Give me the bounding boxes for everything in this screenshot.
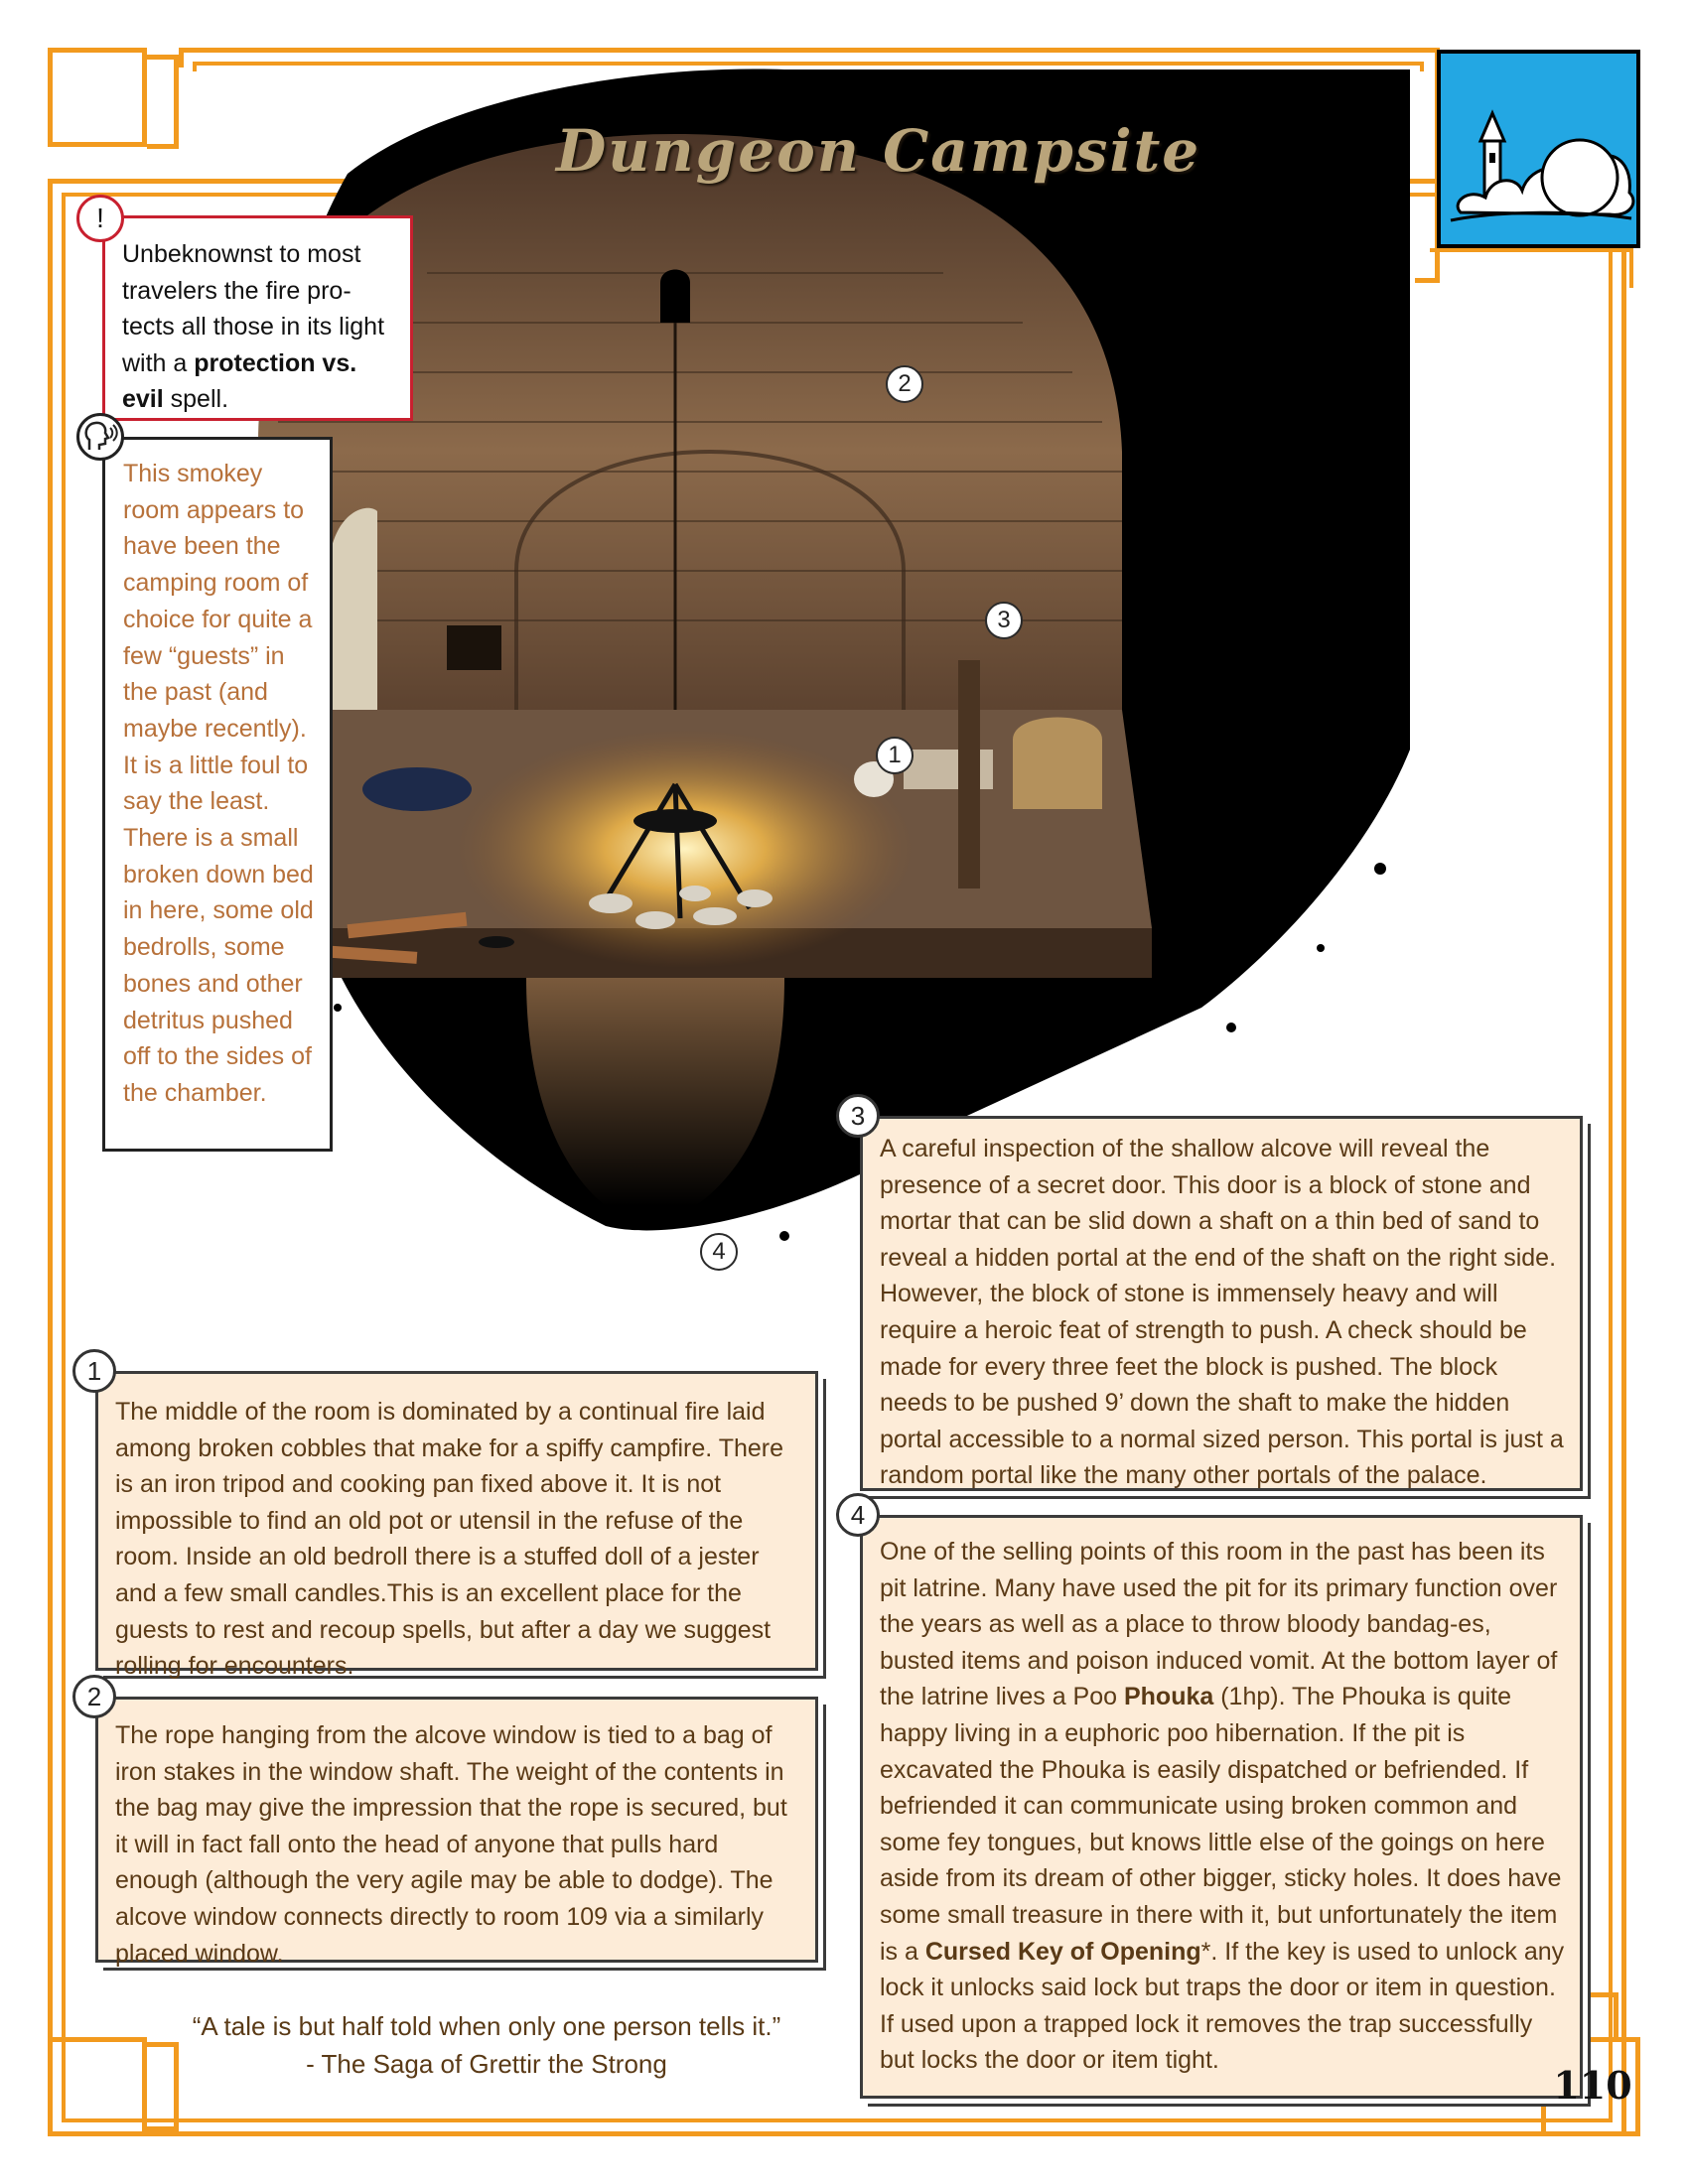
alert-text-after: spell. — [163, 385, 229, 413]
note-4-number: 4 — [836, 1493, 880, 1537]
note-4-box — [860, 1515, 1583, 2099]
note-2-box — [95, 1697, 818, 1968]
epigraph-quote — [149, 2007, 824, 2083]
corner-box-bottom-left — [48, 2037, 147, 2136]
note-3-text: A careful inspection of the shallow alcove will reveal the presence of a secret door. This door is a block of stone and mortar that can be slid down a shaft on a thin bed of sand to reveal a hidden portal at the end of the shaft on the right side. However, the block of stone is immensely heavy and will require a heroic feat of strength to push. A check should be made for every three feet the block is pushed. The block needs to be pushed 9’ down the shaft to make the hidden portal accessible to a normal sized person. This portal is just a random portal like the many other portals of the palace. — [880, 1135, 1564, 1490]
note-4-text-a: One of the selling points of this room in the past has been its pit latrine. Many have used the pit for its primary function over the years as well as a place to throw bloody bandag-es, busted items and poison induced vomit. At the bottom layer of the latrine lives a Poo — [880, 1538, 1558, 1711]
note-3-box — [860, 1116, 1583, 1491]
note-1-box — [95, 1371, 818, 1681]
map-marker-1: 1 — [876, 737, 914, 774]
exclamation-icon: ! — [76, 195, 124, 242]
note-2-text: The rope hanging from the alcove window is tied to a bag of iron stakes in the window shaft. The weight of the contents in the bag may give the impression that the rope is secured, but it will in fact fall onto the head of anyone that pulls hard enough (although the very agile may be able to dodge). The alcove window connects directly to room 109 via a similarly placed window. — [115, 1721, 787, 1968]
quote-attribution: - The Saga of Grettir the Strong — [306, 2049, 667, 2079]
note-2-number: 2 — [72, 1675, 116, 1718]
note-1-text: The middle of the room is dominated by a continual fire laid among broken cobbles that make for a spiffy campfire. There is an iron tripod and cooking pan fixed above it. It is not impossible to find an old pot or utensil in the refuse of the room. Inside an old bedroll there is a stuffed doll of a jester and a few small candles.This is an excellent place for the guests to rest and recoup spells, but after a day we suggest rolling for encounters. — [115, 1398, 784, 1681]
note-4-text-b: (1hp). The Phouka is quite happy living in a euphoric poo hibernation. If the pit is excavated the Phouka is easily dispatched or befriended. If befriended it can communicate using broken common and some fey tongues, but knows little else of the goings on here aside from its dream of other bigger, sticky holes. It does have some small treasure in there with it, but unfortunately the item is a — [880, 1683, 1562, 1966]
alert-text-before: Unbeknownst to most travelers the fire pro-tects all those in its light with a — [122, 240, 385, 377]
page-title: Dungeon Campsite — [556, 117, 1201, 185]
phouka-name: Phouka — [1123, 1683, 1214, 1711]
map-marker-2: 2 — [886, 365, 923, 403]
read-aloud-description — [102, 437, 333, 1152]
note-4-text-c: *. If the key is used to unlock any lock it unlocks said lock but traps the door or item in question. If used upon a trapped lock it removes the trap successfully but locks the door or item tight. — [880, 1937, 1565, 2075]
map-marker-3: 3 — [985, 602, 1023, 639]
corner-box-top-left-2 — [147, 55, 179, 149]
note-3-number: 3 — [836, 1094, 880, 1138]
page-number: 110 — [1553, 2063, 1632, 2108]
quote-line: “A tale is but half told when only one person tells it.” — [192, 2011, 781, 2041]
description-text: This smokey room appears to have been the camping room of choice for quite a few “guests” in the past (and maybe recently). It is a little foul to say the least. There is a small broken down bed in here, some old bedrolls, some bones and other detritus pushed off to the sides of the chamber. — [123, 460, 314, 1107]
alert-callout — [102, 215, 413, 421]
map-marker-4: 4 — [700, 1233, 738, 1271]
alert-bold-spell: protection vs. evil — [122, 348, 357, 413]
castle-cloud-icon — [1437, 50, 1640, 248]
note-1-number: 1 — [72, 1349, 116, 1393]
cursed-key-name: Cursed Key of Opening — [924, 1937, 1201, 1966]
corner-box-top-left — [48, 48, 147, 147]
right-border-step — [1430, 248, 1633, 288]
speaking-head-icon — [76, 413, 124, 461]
